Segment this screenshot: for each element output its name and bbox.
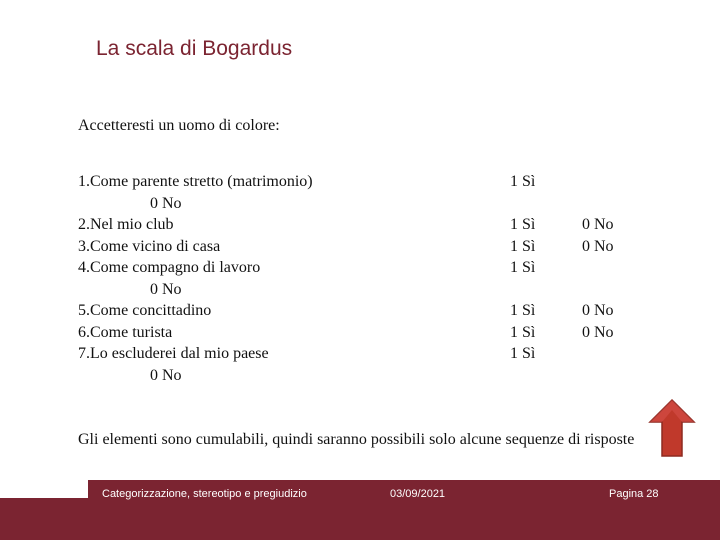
yes-value: 1 Sì [510,345,536,362]
list-item-continuation: 0 No [150,366,182,384]
footer-date: 03/09/2021 [390,488,446,500]
list-item-continuation: 0 No [150,280,182,298]
list-item: 7.Lo escluderei dal mio paese [78,345,269,362]
list-item-continuation: 0 No [150,194,182,212]
slide-title: La scala di Bogardus [96,37,293,60]
list-item: 1.Come parente stretto (matrimonio) [78,173,313,190]
intro-text: Accetteresti un uomo di colore: [78,117,280,134]
no-value [582,193,614,215]
yes-value: 1 Sì [510,237,536,255]
note-text: Gli elementi sono cumulabili, quindi saranno possibili solo alcune sequenze di risposte [78,431,635,448]
yes-value [510,279,535,301]
list-item: 4.Come compagno di lavoro [78,259,261,276]
list-item: 5.Come concittadino [78,302,212,319]
no-value [582,279,614,301]
yes-value: 1 Sì [510,216,536,233]
footer-bar [0,498,720,540]
list-item: 3.Come vicino di casa [78,237,221,255]
list-item: 6.Come turista [78,323,173,341]
no-value [582,257,614,279]
yes-column [510,171,535,365]
no-value: 0 No [582,323,614,341]
footer-corner [0,480,88,498]
yes-value [510,193,535,215]
no-value [582,171,614,193]
no-value: 0 No [582,302,614,319]
yes-value: 1 Sì [510,259,536,276]
yes-value: 1 Sì [510,323,536,341]
list-item: 2.Nel mio club [78,216,174,233]
up-arrow-icon[interactable] [648,398,696,458]
yes-value: 1 Sì [510,173,536,190]
footer-course-title: Categorizzazione, stereotipo e pregiudizio [102,488,307,500]
no-column [582,171,614,365]
no-value: 0 No [582,216,614,233]
footer-page-number: Pagina 28 [609,488,659,500]
no-value [582,343,614,365]
yes-value: 1 Sì [510,302,536,319]
item-list [78,171,313,386]
no-value: 0 No [582,237,614,255]
